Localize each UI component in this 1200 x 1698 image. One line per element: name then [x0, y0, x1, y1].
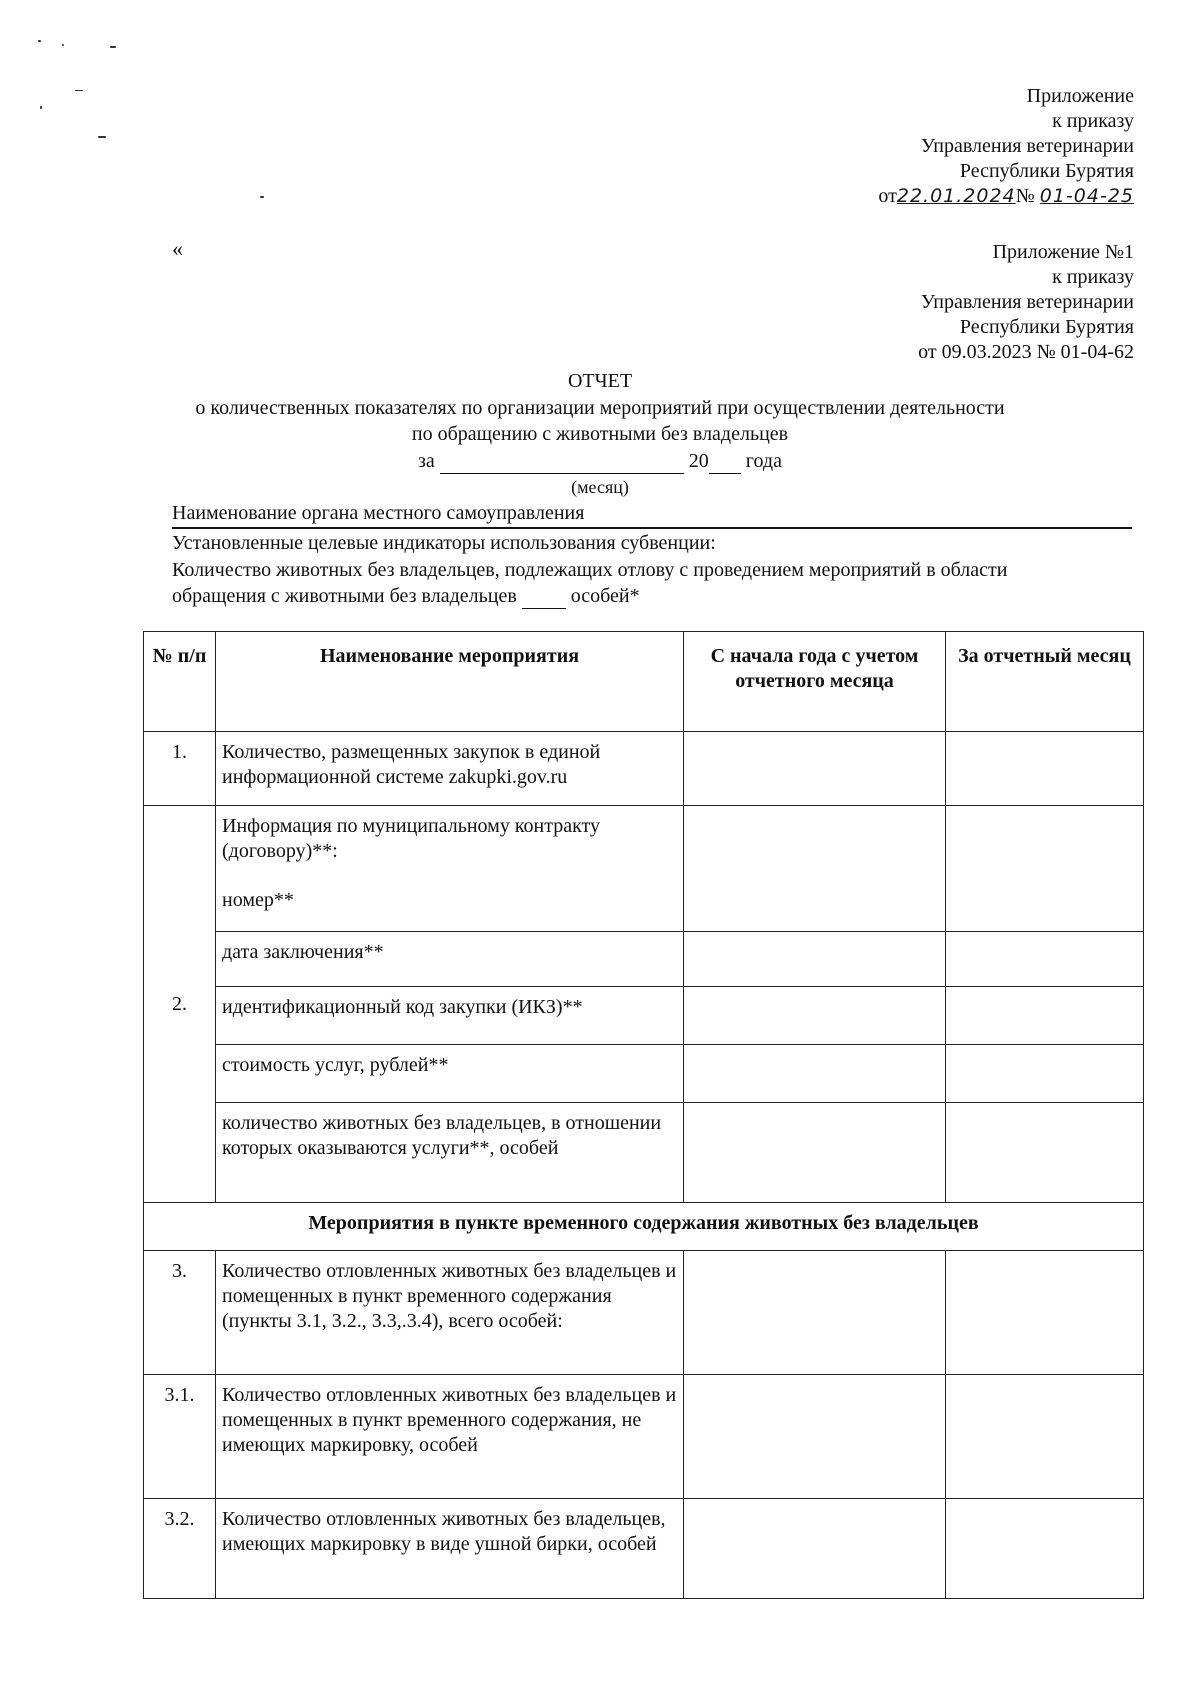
year-blank	[709, 455, 741, 474]
org-label: Наименование органа местного самоуправления	[172, 502, 585, 524]
row-name: Количество отловленных животных без владельцев и помещенных в пункт временного содержания (пункты 3.1, 3.2., 3.3,.3.4), всего особей:	[216, 1251, 684, 1375]
ytd-cell[interactable]	[684, 1499, 946, 1599]
header-num: № п/п	[144, 632, 216, 732]
report-heading: ОТЧЕТ	[567, 370, 633, 392]
header-month: За отчетный месяц	[946, 632, 1144, 732]
targets-count-blank	[522, 590, 566, 609]
row-name: Количество отловленных животных без владельцев, имеющих маркировку в виде ушной бирки, особей	[216, 1499, 684, 1599]
row-num: 3.1.	[144, 1375, 216, 1499]
row-num: 1.	[144, 732, 216, 806]
contract-number-label: номер**	[222, 889, 294, 911]
scan-speck	[98, 136, 106, 138]
annex-second	[918, 240, 1134, 365]
annex-second-line: к приказу	[1052, 266, 1134, 288]
report-period	[0, 448, 1200, 474]
scan-speck	[40, 106, 42, 109]
row-name: Количество отловленных животных без владельцев и помещенных в пункт временного содержания, не имеющих маркировку, особей	[216, 1375, 684, 1499]
row-name: дата заключения**	[216, 932, 684, 987]
table-header-row	[144, 632, 1144, 732]
month-cell[interactable]	[946, 987, 1144, 1045]
row-num: 3.2.	[144, 1499, 216, 1599]
scan-speck	[75, 90, 83, 91]
ytd-cell[interactable]	[684, 1045, 946, 1103]
period-prefix: за	[418, 450, 435, 472]
month-caption: (месяц)	[571, 477, 629, 497]
table-row	[144, 1251, 1144, 1375]
period-year: 20	[688, 450, 709, 472]
month-blank	[440, 455, 684, 474]
row-name: количество животных без владельцев, в отношении которых оказываются услуги**, особей	[216, 1103, 684, 1203]
month-cell[interactable]	[946, 1103, 1144, 1203]
ytd-cell[interactable]	[684, 732, 946, 806]
scan-speck	[62, 44, 64, 46]
header-name: Наименование мероприятия	[216, 632, 684, 732]
row-num: 3.	[144, 1251, 216, 1375]
row-name: стоимость услуг, рублей**	[216, 1045, 684, 1103]
report-table	[143, 631, 1144, 1599]
table-row	[144, 1103, 1144, 1203]
date-prefix: от	[878, 185, 897, 207]
ytd-cell[interactable]	[684, 932, 946, 987]
annex-top-date-line	[878, 184, 1134, 209]
row-name: идентификационный код закупки (ИКЗ)**	[216, 987, 684, 1045]
header-ytd: С начала года с учетом отчетного месяца	[684, 632, 946, 732]
annex-second-line: Приложение №1	[992, 241, 1134, 263]
annex-second-line: Управления ветеринарии	[920, 291, 1134, 313]
row-name: Количество, размещенных закупок в единой информационной системе zakupki.gov.ru	[216, 732, 684, 806]
table-row	[144, 806, 1144, 932]
annex-top-line: Приложение	[1026, 85, 1134, 107]
ytd-cell[interactable]	[684, 1251, 946, 1375]
scan-speck	[38, 40, 41, 42]
report-subtitle-2: по обращению с животными без владельцев	[411, 423, 789, 445]
annex-top-line: к приказу	[1052, 110, 1134, 132]
section-title: Мероприятия в пункте временного содержания животных без владельцев	[144, 1203, 1144, 1251]
scan-speck	[110, 46, 116, 48]
annex-second-line: от 09.03.2023 № 01-04-62	[918, 341, 1134, 363]
report-subtitle-1: о количественных показателях по организации мероприятий при осуществлении деятельности	[195, 397, 1005, 419]
table-row	[144, 1499, 1144, 1599]
quote-mark: «	[172, 236, 183, 261]
section-row	[144, 1203, 1144, 1251]
month-cell[interactable]	[946, 932, 1144, 987]
table-row	[144, 1045, 1144, 1103]
row-name	[216, 806, 684, 932]
annex-top-line: Республики Бурятия	[959, 160, 1134, 182]
targets-line-3-prefix: обращения с животными без владельцев	[172, 585, 517, 607]
handwritten-number: 01-04-25	[1039, 185, 1134, 207]
targets-line-3-suffix: особей*	[570, 585, 640, 607]
month-cell[interactable]	[946, 806, 1144, 932]
ytd-cell[interactable]	[684, 987, 946, 1045]
ytd-cell[interactable]	[684, 1103, 946, 1203]
number-prefix: №	[1015, 185, 1035, 207]
annex-top	[878, 84, 1134, 209]
row-num: 2.	[144, 806, 216, 1203]
annex-top-line: Управления ветеринарии	[920, 135, 1134, 157]
month-cell[interactable]	[946, 1499, 1144, 1599]
month-cell[interactable]	[946, 1375, 1144, 1499]
month-cell[interactable]	[946, 1251, 1144, 1375]
ytd-cell[interactable]	[684, 806, 946, 932]
targets-line-3	[172, 583, 1132, 609]
annex-second-line: Республики Бурятия	[959, 316, 1134, 338]
contract-info-label: Информация по муниципальному контракту (договору)**:	[222, 815, 601, 862]
ytd-cell[interactable]	[684, 1375, 946, 1499]
scan-speck	[260, 196, 264, 198]
org-underline	[172, 527, 1132, 529]
table-row	[144, 987, 1144, 1045]
handwritten-date: 22.01.2024	[896, 185, 1016, 207]
period-suffix: года	[745, 450, 782, 472]
table-row	[144, 732, 1144, 806]
month-cell[interactable]	[946, 732, 1144, 806]
month-cell[interactable]	[946, 1045, 1144, 1103]
table-row	[144, 1375, 1144, 1499]
table-row	[144, 932, 1144, 987]
targets-line-1: Установленные целевые индикаторы использования субвенции:	[172, 532, 716, 554]
targets-line-2: Количество животных без владельцев, подлежащих отлову с проведением мероприятий в области	[172, 559, 1008, 581]
